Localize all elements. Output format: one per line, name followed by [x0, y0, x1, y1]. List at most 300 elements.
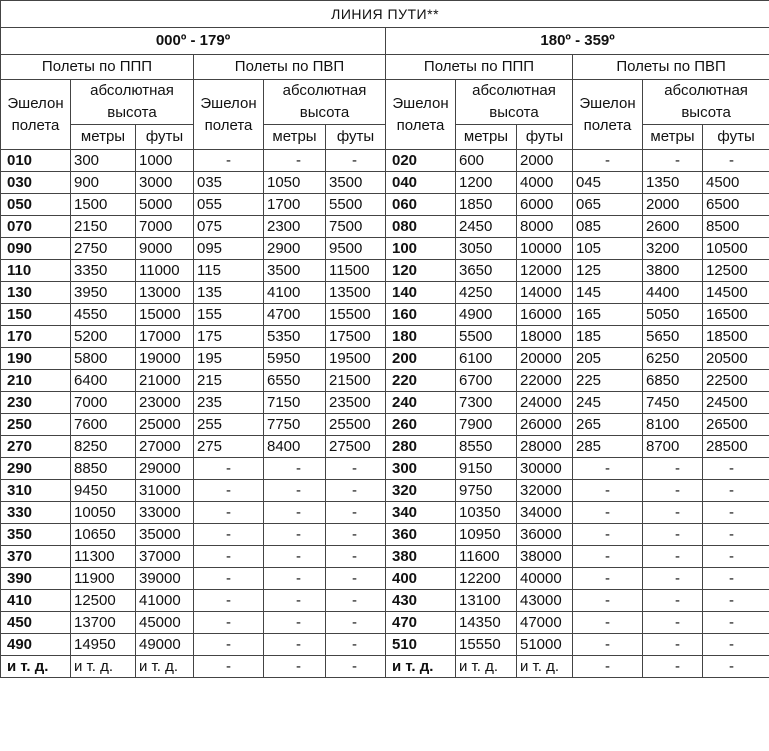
table-cell: 18500: [703, 326, 769, 348]
table-cell: 12500: [71, 590, 136, 612]
table-cell: 050: [1, 194, 71, 216]
table-row: [1, 370, 769, 392]
table-cell: 8550: [456, 436, 517, 458]
table-cell: 330: [1, 502, 71, 524]
table-cell: 2750: [71, 238, 136, 260]
table-row: [1, 216, 769, 238]
table-cell: 38000: [517, 546, 573, 568]
table-cell: -: [194, 612, 264, 634]
table-cell: 135: [194, 282, 264, 304]
table-cell: 020: [386, 150, 456, 172]
table-cell: 6100: [456, 348, 517, 370]
table-cell: 060: [386, 194, 456, 216]
table-cell: 21000: [136, 370, 194, 392]
table-cell: 175: [194, 326, 264, 348]
feet-header: футы: [517, 125, 573, 150]
table-cell: 8850: [71, 458, 136, 480]
table-cell: 5000: [136, 194, 194, 216]
table-row: [1, 546, 769, 568]
table-cell: 34000: [517, 502, 573, 524]
table-cell: 900: [71, 172, 136, 194]
table-cell: 285: [573, 436, 643, 458]
table-cell: 14950: [71, 634, 136, 656]
table-cell: 25500: [326, 414, 386, 436]
table-cell: 145: [573, 282, 643, 304]
table-cell: 16500: [703, 304, 769, 326]
table-cell: 095: [194, 238, 264, 260]
table-cell: 15550: [456, 634, 517, 656]
table-cell: 010: [1, 150, 71, 172]
table-cell: и т. д.: [386, 656, 456, 678]
table-cell: 260: [386, 414, 456, 436]
table-row: [1, 326, 769, 348]
table-cell: -: [643, 634, 703, 656]
table-cell: 22000: [517, 370, 573, 392]
table-cell: 22500: [703, 370, 769, 392]
table-cell: 12000: [517, 260, 573, 282]
table-cell: и т. д.: [1, 656, 71, 678]
table-cell: -: [264, 656, 326, 678]
table-row: [1, 436, 769, 458]
table-cell: 100: [386, 238, 456, 260]
table-cell: 10650: [71, 524, 136, 546]
table-cell: -: [573, 150, 643, 172]
table-row: [1, 304, 769, 326]
table-cell: 275: [194, 436, 264, 458]
table-cell: 51000: [517, 634, 573, 656]
table-cell: 3050: [456, 238, 517, 260]
table-cell: 14350: [456, 612, 517, 634]
table-cell: 370: [1, 546, 71, 568]
table-cell: 105: [573, 238, 643, 260]
table-cell: 1850: [456, 194, 517, 216]
table-cell: -: [326, 590, 386, 612]
table-row: [1, 414, 769, 436]
table-cell: 240: [386, 392, 456, 414]
table-row: [1, 282, 769, 304]
table-cell: 1000: [136, 150, 194, 172]
table-cell: 400: [386, 568, 456, 590]
table-cell: 37000: [136, 546, 194, 568]
direction-east-header: 000º - 179º: [1, 28, 386, 55]
feet-header: футы: [703, 125, 769, 150]
table-cell: 7000: [71, 392, 136, 414]
table-body: [1, 150, 769, 678]
table-cell: 15000: [136, 304, 194, 326]
table-cell: 10350: [456, 502, 517, 524]
table-cell: -: [703, 612, 769, 634]
table-cell: 290: [1, 458, 71, 480]
mode-ifr-west-header: Полеты по ППП: [386, 55, 573, 80]
table-cell: 5800: [71, 348, 136, 370]
table-cell: 8500: [703, 216, 769, 238]
table-cell: 165: [573, 304, 643, 326]
table-cell: 215: [194, 370, 264, 392]
altitude-header: абсолютная высота: [643, 80, 769, 125]
table-cell: 49000: [136, 634, 194, 656]
table-cell: 5500: [326, 194, 386, 216]
table-cell: -: [643, 546, 703, 568]
table-cell: -: [194, 590, 264, 612]
table-cell: 235: [194, 392, 264, 414]
table-cell: 4000: [517, 172, 573, 194]
table-cell: -: [703, 480, 769, 502]
table-row: [1, 480, 769, 502]
table-cell: -: [326, 502, 386, 524]
table-cell: 31000: [136, 480, 194, 502]
table-cell: 8000: [517, 216, 573, 238]
table-cell: 270: [1, 436, 71, 458]
table-cell: 6850: [643, 370, 703, 392]
table-cell: 040: [386, 172, 456, 194]
table-cell: 11300: [71, 546, 136, 568]
table-cell: 4700: [264, 304, 326, 326]
table-row: [1, 590, 769, 612]
table-cell: 450: [1, 612, 71, 634]
table-cell: -: [326, 480, 386, 502]
table-row: [1, 194, 769, 216]
table-cell: 3650: [456, 260, 517, 282]
table-cell: 26500: [703, 414, 769, 436]
table-cell: -: [326, 568, 386, 590]
table-row: [1, 172, 769, 194]
table-cell: 430: [386, 590, 456, 612]
table-cell: -: [573, 502, 643, 524]
table-cell: -: [703, 568, 769, 590]
table-cell: 7600: [71, 414, 136, 436]
table-cell: -: [326, 458, 386, 480]
level-header: Эшелон полета: [573, 80, 643, 150]
table-cell: 7450: [643, 392, 703, 414]
table-cell: 19000: [136, 348, 194, 370]
table-cell: -: [573, 612, 643, 634]
table-cell: 6500: [703, 194, 769, 216]
table-cell: 25000: [136, 414, 194, 436]
table-cell: 18000: [517, 326, 573, 348]
table-cell: и т. д.: [71, 656, 136, 678]
table-cell: 33000: [136, 502, 194, 524]
table-cell: 6400: [71, 370, 136, 392]
table-cell: 19500: [326, 348, 386, 370]
table-cell: -: [573, 568, 643, 590]
table-cell: -: [194, 480, 264, 502]
table-cell: 2450: [456, 216, 517, 238]
table-cell: 4900: [456, 304, 517, 326]
table-row: [1, 348, 769, 370]
table-cell: 410: [1, 590, 71, 612]
table-cell: 14000: [517, 282, 573, 304]
table-cell: 220: [386, 370, 456, 392]
table-cell: 6700: [456, 370, 517, 392]
table-cell: 150: [1, 304, 71, 326]
level-header: Эшелон полета: [386, 80, 456, 150]
table-cell: -: [573, 546, 643, 568]
table-cell: -: [264, 480, 326, 502]
table-cell: -: [264, 568, 326, 590]
table-cell: 27000: [136, 436, 194, 458]
table-cell: 320: [386, 480, 456, 502]
table-cell: -: [326, 524, 386, 546]
table-cell: -: [573, 656, 643, 678]
table-row: [1, 634, 769, 656]
table-cell: 7300: [456, 392, 517, 414]
table-cell: 23000: [136, 392, 194, 414]
table-cell: -: [326, 150, 386, 172]
table-cell: 490: [1, 634, 71, 656]
table-cell: 2300: [264, 216, 326, 238]
table-cell: 4400: [643, 282, 703, 304]
table-cell: 40000: [517, 568, 573, 590]
table-cell: 3950: [71, 282, 136, 304]
table-cell: 1200: [456, 172, 517, 194]
meters-header: метры: [71, 125, 136, 150]
table-cell: -: [573, 524, 643, 546]
table-cell: -: [703, 458, 769, 480]
table-cell: 23500: [326, 392, 386, 414]
table-cell: 075: [194, 216, 264, 238]
table-cell: 3350: [71, 260, 136, 282]
table-cell: -: [573, 590, 643, 612]
table-cell: -: [326, 612, 386, 634]
table-cell: 1500: [71, 194, 136, 216]
table-cell: 3500: [326, 172, 386, 194]
table-cell: 24000: [517, 392, 573, 414]
table-cell: 090: [1, 238, 71, 260]
table-cell: 2600: [643, 216, 703, 238]
table-cell: -: [264, 458, 326, 480]
table-cell: 30000: [517, 458, 573, 480]
table-cell: 4250: [456, 282, 517, 304]
table-cell: 5650: [643, 326, 703, 348]
table-cell: и т. д.: [517, 656, 573, 678]
table-cell: 8400: [264, 436, 326, 458]
table-cell: 1050: [264, 172, 326, 194]
table-cell: 155: [194, 304, 264, 326]
table-cell: 125: [573, 260, 643, 282]
table-cell: 055: [194, 194, 264, 216]
table-cell: -: [326, 656, 386, 678]
table-cell: 6250: [643, 348, 703, 370]
table-cell: 140: [386, 282, 456, 304]
meters-header: метры: [456, 125, 517, 150]
table-cell: 205: [573, 348, 643, 370]
meters-header: метры: [643, 125, 703, 150]
table-cell: -: [643, 150, 703, 172]
table-cell: 28500: [703, 436, 769, 458]
table-cell: 35000: [136, 524, 194, 546]
table-cell: 035: [194, 172, 264, 194]
level-header: Эшелон полета: [194, 80, 264, 150]
table-cell: 170: [1, 326, 71, 348]
table-cell: 9500: [326, 238, 386, 260]
table-row: [1, 656, 769, 678]
meters-header: метры: [264, 125, 326, 150]
table-cell: 11500: [326, 260, 386, 282]
table-cell: 115: [194, 260, 264, 282]
table-cell: 380: [386, 546, 456, 568]
table-cell: 280: [386, 436, 456, 458]
table-cell: 5950: [264, 348, 326, 370]
table-cell: 310: [1, 480, 71, 502]
table-cell: 13100: [456, 590, 517, 612]
table-cell: 1350: [643, 172, 703, 194]
table-cell: 10500: [703, 238, 769, 260]
table-cell: -: [703, 524, 769, 546]
table-cell: -: [643, 502, 703, 524]
table-cell: -: [264, 612, 326, 634]
table-cell: 4100: [264, 282, 326, 304]
table-row: [1, 150, 769, 172]
table-cell: -: [264, 150, 326, 172]
table-cell: -: [264, 502, 326, 524]
table-cell: -: [194, 458, 264, 480]
table-cell: -: [643, 590, 703, 612]
table-cell: 4550: [71, 304, 136, 326]
table-cell: 5050: [643, 304, 703, 326]
table-cell: 9000: [136, 238, 194, 260]
table-cell: 245: [573, 392, 643, 414]
table-cell: 225: [573, 370, 643, 392]
table-cell: -: [703, 502, 769, 524]
table-cell: 340: [386, 502, 456, 524]
table-cell: 9150: [456, 458, 517, 480]
table-cell: -: [194, 150, 264, 172]
table-cell: 250: [1, 414, 71, 436]
table-cell: -: [264, 634, 326, 656]
table-cell: -: [326, 546, 386, 568]
table-cell: 27500: [326, 436, 386, 458]
mode-vfr-east-header: Полеты по ПВП: [194, 55, 386, 80]
table-cell: 10050: [71, 502, 136, 524]
table-cell: 6000: [517, 194, 573, 216]
table-cell: 190: [1, 348, 71, 370]
table-cell: -: [643, 656, 703, 678]
table-cell: 8100: [643, 414, 703, 436]
table-cell: -: [194, 634, 264, 656]
table-cell: 11000: [136, 260, 194, 282]
table-cell: 1700: [264, 194, 326, 216]
table-cell: 045: [573, 172, 643, 194]
table-cell: 29000: [136, 458, 194, 480]
table-cell: 300: [386, 458, 456, 480]
table-cell: 12500: [703, 260, 769, 282]
table-cell: и т. д.: [456, 656, 517, 678]
table-cell: 160: [386, 304, 456, 326]
table-cell: 3000: [136, 172, 194, 194]
table-cell: 8700: [643, 436, 703, 458]
table-cell: -: [643, 458, 703, 480]
table-row: [1, 458, 769, 480]
table-cell: -: [264, 524, 326, 546]
table-cell: 11600: [456, 546, 517, 568]
table-row: [1, 502, 769, 524]
table-cell: 9450: [71, 480, 136, 502]
table-title: ЛИНИЯ ПУТИ**: [1, 1, 769, 28]
table-cell: 13700: [71, 612, 136, 634]
table-cell: 41000: [136, 590, 194, 612]
table-cell: 16000: [517, 304, 573, 326]
table-cell: -: [643, 480, 703, 502]
table-cell: 2000: [517, 150, 573, 172]
table-cell: -: [194, 656, 264, 678]
table-cell: -: [703, 150, 769, 172]
table-cell: -: [573, 634, 643, 656]
table-cell: 4500: [703, 172, 769, 194]
table-cell: -: [703, 634, 769, 656]
table-cell: 45000: [136, 612, 194, 634]
table-cell: 510: [386, 634, 456, 656]
table-cell: 7000: [136, 216, 194, 238]
table-row: [1, 392, 769, 414]
feet-header: футы: [136, 125, 194, 150]
table-cell: 12200: [456, 568, 517, 590]
table-cell: 47000: [517, 612, 573, 634]
table-cell: 2150: [71, 216, 136, 238]
table-cell: 17500: [326, 326, 386, 348]
table-cell: 210: [1, 370, 71, 392]
table-cell: -: [326, 634, 386, 656]
table-cell: 5500: [456, 326, 517, 348]
table-cell: -: [194, 524, 264, 546]
table-row: [1, 568, 769, 590]
table-cell: 265: [573, 414, 643, 436]
table-cell: -: [264, 546, 326, 568]
table-cell: 110: [1, 260, 71, 282]
table-cell: 230: [1, 392, 71, 414]
table-cell: 200: [386, 348, 456, 370]
mode-vfr-west-header: Полеты по ПВП: [573, 55, 769, 80]
table-cell: 32000: [517, 480, 573, 502]
table-cell: 2900: [264, 238, 326, 260]
table-cell: 130: [1, 282, 71, 304]
table-cell: 15500: [326, 304, 386, 326]
table-cell: 8250: [71, 436, 136, 458]
mode-ifr-east-header: Полеты по ППП: [1, 55, 194, 80]
table-cell: 11900: [71, 568, 136, 590]
table-cell: 185: [573, 326, 643, 348]
table-cell: 120: [386, 260, 456, 282]
table-cell: 36000: [517, 524, 573, 546]
table-cell: 390: [1, 568, 71, 590]
table-cell: 7750: [264, 414, 326, 436]
table-cell: 6550: [264, 370, 326, 392]
table-cell: 13500: [326, 282, 386, 304]
table-cell: 24500: [703, 392, 769, 414]
table-cell: 180: [386, 326, 456, 348]
table-cell: 39000: [136, 568, 194, 590]
table-cell: -: [194, 568, 264, 590]
table-cell: 255: [194, 414, 264, 436]
table-row: [1, 238, 769, 260]
table-cell: -: [643, 568, 703, 590]
table-cell: 2000: [643, 194, 703, 216]
table-cell: 13000: [136, 282, 194, 304]
table-cell: 5350: [264, 326, 326, 348]
level-header: Эшелон полета: [1, 80, 71, 150]
table-cell: 20500: [703, 348, 769, 370]
table-cell: 3500: [264, 260, 326, 282]
table-cell: 065: [573, 194, 643, 216]
table-cell: -: [643, 524, 703, 546]
altitude-header: абсолютная высота: [71, 80, 194, 125]
table-cell: 195: [194, 348, 264, 370]
table-cell: 070: [1, 216, 71, 238]
table-cell: -: [703, 656, 769, 678]
table-cell: 10950: [456, 524, 517, 546]
table-cell: и т. д.: [136, 656, 194, 678]
table-cell: 3200: [643, 238, 703, 260]
table-cell: 470: [386, 612, 456, 634]
